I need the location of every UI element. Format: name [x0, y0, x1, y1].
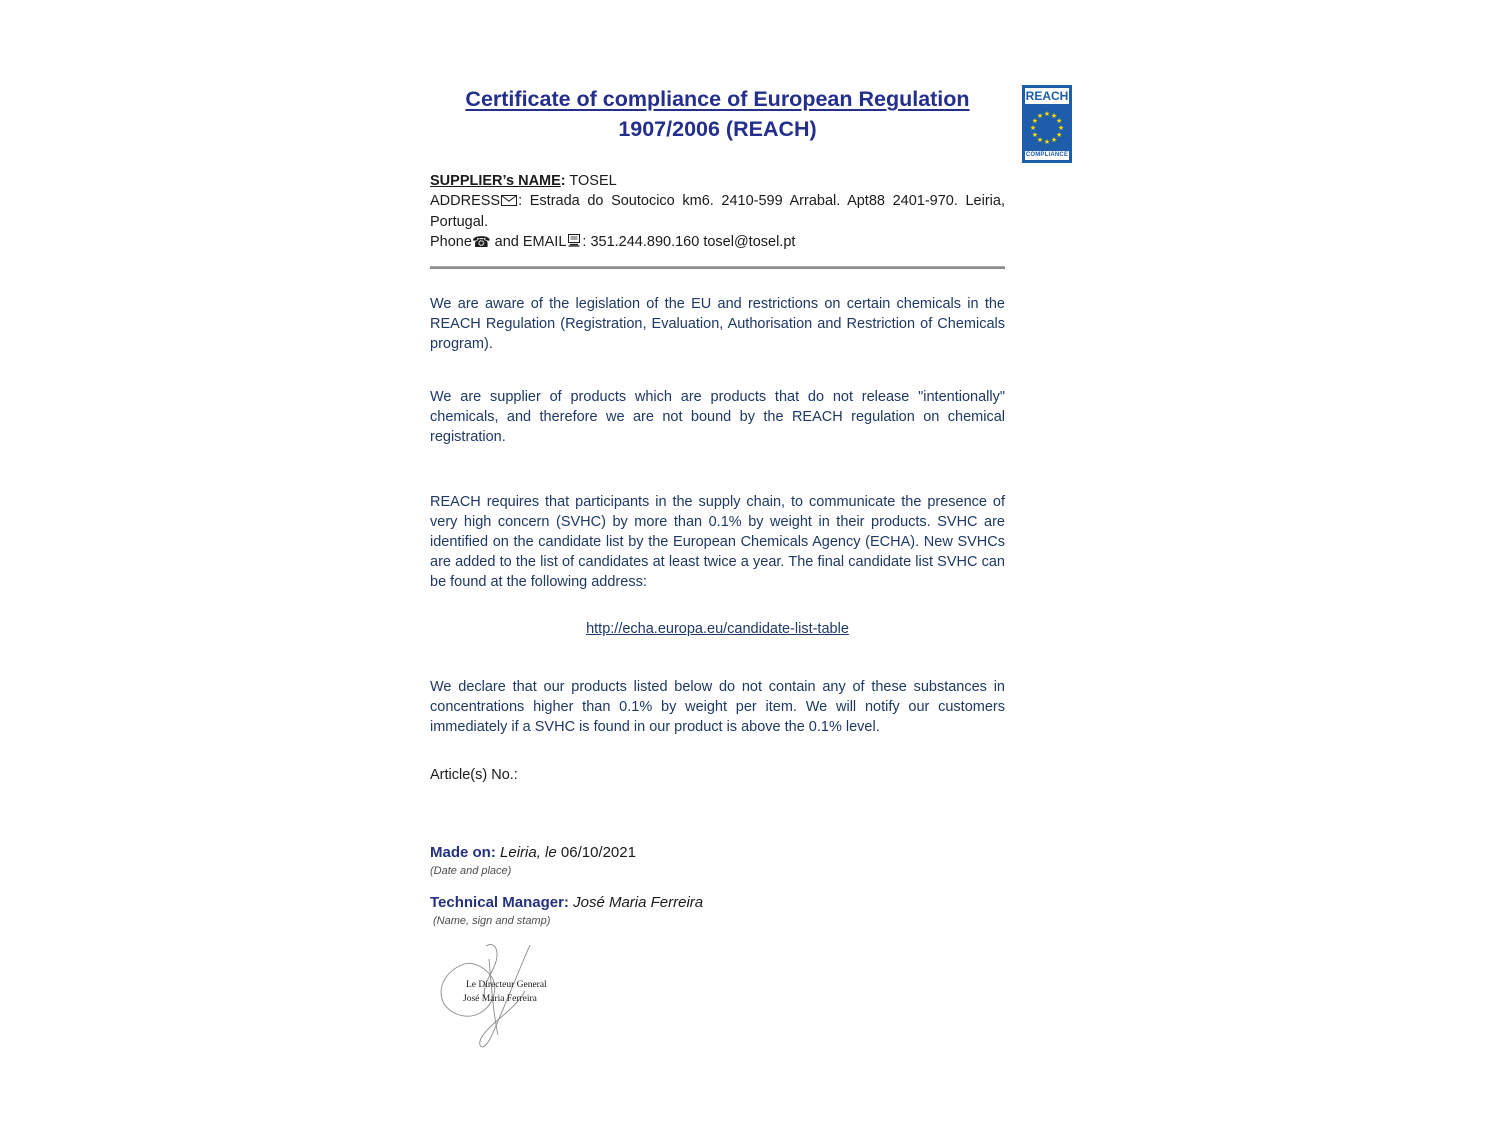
- svg-text:★: ★: [1031, 131, 1039, 139]
- title-line-2: 1907/2006 (REACH): [618, 117, 817, 141]
- technical-manager-line: [430, 894, 1005, 911]
- phone-label: Phone: [430, 234, 472, 250]
- date-place-note: (Date and place): [430, 865, 512, 877]
- signature-scribble-icon: [432, 942, 582, 1060]
- section-divider: [430, 266, 1005, 269]
- paragraph-declare: We declare that our products listed below do not contain any of these substances in concentrations higher than 0.1% by weight per item. We will notify our customers immediately if a SVHC is found in our product is above the 0.1% level.: [430, 679, 1005, 735]
- stamp-text-line2: José Maria Ferreira: [463, 994, 537, 1004]
- candidate-list-link-row: [430, 620, 1005, 638]
- supplier-name-colon: :: [560, 173, 566, 189]
- svg-text:★: ★: [1057, 124, 1065, 132]
- svg-text:★: ★: [1050, 136, 1058, 145]
- svg-text:★: ★: [1043, 138, 1051, 146]
- signature-area: [430, 942, 1005, 1062]
- paragraph-aware: We are aware of the legislation of the EU and restrictions on certain chemicals in the REACH Regulation (Registration, Evaluation, Authorisation and Restriction of Chemicals program).: [430, 296, 1005, 352]
- svg-text:★: ★: [1029, 124, 1037, 132]
- name-sign-stamp-note: (Name, sign and stamp): [433, 915, 551, 927]
- address-value: : Estrada do Soutocico km6. 2410-599 Arrabal. Apt88 2401-970. Leiria, Portugal.: [430, 193, 1005, 230]
- supplier-name-label: SUPPLIER’s NAME: [430, 173, 561, 189]
- envelope-icon: [501, 192, 517, 212]
- svg-text:★: ★: [1055, 117, 1063, 125]
- stamp-text-line1: Le Directeur General: [466, 980, 547, 990]
- reach-logo-title: REACH: [1025, 89, 1069, 103]
- document-title: [430, 84, 1005, 144]
- made-on-line: [430, 844, 1005, 861]
- made-on-place: Leiria, le: [495, 844, 557, 861]
- eu-stars-icon: [1024, 106, 1070, 150]
- email-label: and EMAIL: [490, 234, 567, 250]
- technical-manager-name: José Maria Ferreira: [568, 894, 704, 911]
- made-on-label: Made on:: [430, 844, 496, 861]
- title-line-1: Certificate of compliance of European Regulation: [465, 87, 970, 111]
- supplier-name-value: TOSEL: [565, 173, 617, 189]
- svg-text:★: ★: [1055, 131, 1063, 139]
- technical-manager-label: Technical Manager:: [430, 894, 569, 911]
- address-label: ADDRESS: [430, 193, 501, 209]
- contact-value: : 351.244.890.160 tosel@tosel.pt: [582, 234, 796, 250]
- svg-text:★: ★: [1036, 111, 1044, 120]
- paragraph-supplier-of: We are supplier of products which are products that do not release "intentionally" chemicals, and therefore we are not bound by the REACH regulation on chemical registration.: [430, 389, 1005, 445]
- svg-text:★: ★: [1050, 111, 1058, 120]
- reach-logo-subtitle: COMPLIANCE: [1024, 150, 1070, 161]
- phone-icon: ☎: [471, 234, 491, 251]
- candidate-list-link[interactable]: http://echa.europa.eu/candidate-list-table: [586, 621, 849, 637]
- supplier-block: [430, 171, 1005, 253]
- article-number-label: Article(s) No.:: [430, 767, 518, 783]
- reach-compliance-logo: [1022, 85, 1072, 163]
- svg-text:★: ★: [1031, 117, 1039, 125]
- svg-text:★: ★: [1043, 110, 1051, 118]
- svg-text:★: ★: [1036, 136, 1044, 145]
- paragraph-reach-requires: REACH requires that participants in the supply chain, to communicate the presence of very high concern (SVHC) by more than 0.1% by weight in their products. SVHC are identified on the candidate list by the European Chemicals Agency (ECHA). New SVHCs are added to the list of candidates at least twice a year. The final candidate list SVHC can be found at the following address:: [430, 494, 1005, 590]
- made-on-date: 06/10/2021: [556, 844, 636, 861]
- computer-icon: [567, 233, 581, 253]
